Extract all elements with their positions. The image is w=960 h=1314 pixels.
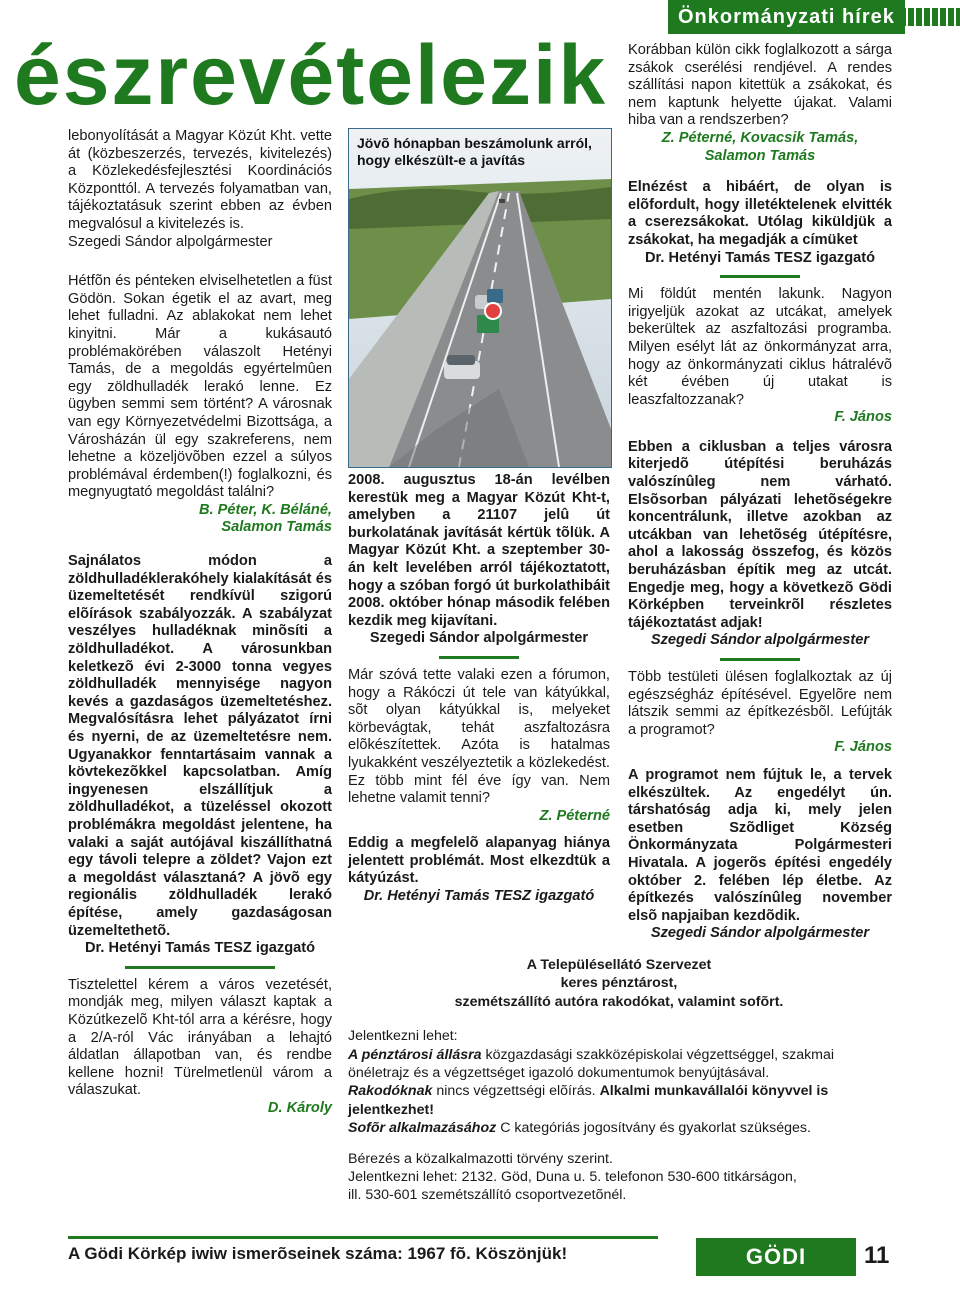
job-ad-cashier-text: közgazdasági szakközépiskolai végzettséggel, szakmai önéletrajz és a végzettséget igazoló dokumentumok benyújtásával. (348, 1046, 835, 1082)
job-ad-driver-text: C kategóriás jogosítvány és gyakorlat szükséges. (496, 1120, 811, 1137)
letter-potholes: Már szóvá tette valaki ezen a fórumon, hogy a Rákóczi út tele van kátyúkkal, sõt olyan kátyúkkal is, melyeket körbevágtak, tehát aszfaltozásra elõkészítettek. Azóta is hatalmas lyukakként veszélyeztetik a közlekedést. Ez több mint fél éve így van. Nem lehetne valamit tenni? (348, 666, 610, 807)
road-photo (348, 128, 612, 468)
answer-green-waste: Sajnálatos módon a zöldhulladéklerakóhely kialakítását és üzemeltetését rendkívül szigorú elõírások szabályozzák. A szabályzat veszélyes hulladéknak minõsíti a zöldhulladékot. A városunkban keletkezõ évi 2-3000 tonna vegyes zöldhulladék mennyisége nagyon kevés a gazdaságos üzemeltetéshez. Megvalósításra lehet pályázatot írni és nyerni, de az üzemeltetésre nem. Ugyanakkor fenntartásaim vannak a kövtekezõkkel kapcsolatban. Amíg ingyenesen elszállítjuk a zöldhulladékot, a tüzeléssel okozott problémákra megoldást jelentene, ha valaki a saját autójával kiszállíthatná egy távoli telepre a zöldet? Vajon ezt a megoldást választaná? A jövõ egy regionális zöldhulladék lerakó építése, amely gazdaságosan üzemeltethetõ. (68, 553, 332, 939)
column-2 (348, 472, 610, 906)
footer-text: A Gödi Körkép iwiw ismerõseinek száma: 1967 fõ. Köszönjük! (68, 1244, 568, 1263)
job-ad-cashier (348, 1046, 890, 1083)
article-intro: lebonyolítását a Magyar Közút Kht. vette át (közbeszerzés, tervezés, kivitelezés) a Közlekedésfejlesztési Koordinációs Központtól. A tervezés folyamatban van, tájékoztatásuk szerint ebben az évben megvalósul a kivitelezés is. (68, 128, 332, 232)
answer-potholes-signature: Dr. Hetényi Tamás TESZ igazgató (363, 888, 595, 905)
job-ad-driver-label: Sofõr alkalmazásához (348, 1120, 497, 1137)
photo-caption: Jövõ hónapban beszámolunk arról, hogy elkészült-e a javítás (357, 135, 592, 168)
column-3 (628, 42, 892, 943)
letter-bags-signature: Z. Péterné, Kovacsik Tamás, (661, 129, 859, 146)
letter-health: Több testületi ülésen foglalkoztak az új egészségház építésével. Egyelõre nem látszik semmi az építkezésbõl. Lefújták a programot? (628, 669, 892, 738)
road-photo-image (349, 129, 611, 467)
letter-smoke-signature-2: Salamon Tamás (221, 519, 332, 536)
divider (720, 275, 800, 278)
answer-green-waste-signature: Dr. Hetényi Tamás TESZ igazgató (84, 940, 316, 957)
job-ad-loader-bold: Alkalmi munkavállalói könyvvel is jelentkezhet! (348, 1083, 829, 1118)
letter-smoke: Hétfõn és pénteken elviselhetetlen a füst Gödön. Sokan égetik el az avart, meg lehet fulladni. Az ablakokat nem lehet kinyitni. Már a kukásautó problémakörében válaszolt Hetényi Tamás, de a megoldás egyértelmûen egy zöldhulladék lerakó lenne. Ez ügyben semmi sem történt? A városnak van egy Környezetvédelmi Bizottsága, a Városházán ül egy szakreferens, nem lehetne a közeljövõben ezzel a súlyos problémával érdemben(!) foglalkozni, és megnyugtató megoldást találni? (68, 273, 332, 501)
answer-street-signature: Szegedi Sándor alpolgármester (650, 632, 870, 649)
answer-health: A programot nem fújtuk le, a tervek elkészültek. Az engedélyt ún. társhatóság adja ki, mely jelen esetben Szõdliget Község Önkormányzata Polgármesteri Hivatala. A jogerõs építési engedély október 2. felében lép életbe. Az építkezés valószínûleg november elsõ napjaiban kezdõdik. (628, 766, 892, 924)
footer-rule (68, 1236, 658, 1239)
letter-health-signature: F. János (834, 739, 892, 756)
section-header (668, 0, 960, 34)
letter-request-signature: D. Károly (267, 1099, 332, 1116)
job-ad-driver (348, 1119, 890, 1137)
job-ad-heading-1: A Településellátó Szervezet (526, 957, 712, 973)
job-ad-cashier-label: A pénztárosi állásra (348, 1046, 482, 1063)
divider (125, 966, 275, 969)
letter-request: Tisztelettel kérem a város vezetését, mondják meg, milyen választ kaptak a Közútkezelõ Kht-tól arra a kérésre, hogy a 2/A-ról Vác irányában a lehajtó áldatlan állapotban van, és rendbe kellene hozni! Türelmetlenül várom a válaszukat. (68, 976, 332, 1099)
job-ad-contact-1: Jelentkezni lehet: 2132. Göd, Duna u. 5. telefonon 530-600 titkárságon, (348, 1169, 797, 1186)
divider (720, 658, 800, 661)
job-ad-apply: Jelentkezni lehet: (348, 1028, 458, 1045)
job-ad (348, 956, 890, 1205)
section-header-label: Önkormányzati hírek (668, 0, 905, 34)
publication-logo: GÖDI KÖRKÉP (696, 1238, 856, 1276)
letter-bags: Korábban külön cikk foglalkozott a sárga zsákok cserélési rendjével. A rendes szállítási napon kitettük a zsákokat, és nem kaptunk helyette újakat. Valami hiba van a rendszerben? (628, 42, 892, 129)
letter-bags-signature-2: Salamon Tamás (704, 147, 816, 164)
letter-smoke-signature: B. Péter, K. Béláné, (198, 501, 332, 518)
letter-street-signature: F. János (834, 409, 892, 426)
answer-bags-signature: Dr. Hetényi Tamás TESZ igazgató (644, 249, 876, 266)
job-ad-loader-text: nincs végzettségi elõírás. (432, 1083, 600, 1100)
page-title: észrevételezik (14, 28, 608, 122)
road-article: 2008. augusztus 18-án levélben kerestük meg a Magyar Közút Kht-t, amelyben a 21107 jelû út burkolatának javítását kértük tõlük. A Magyar Közút Kht. a szeptember 30-án kelt levelében arról tájékoztatott, hogy a szóban forgó út burkolathibáit 2008. október hónap második felében kezdik meg kijavítani. (348, 472, 610, 629)
letter-potholes-signature: Z. Péterné (539, 807, 610, 824)
answer-street: Ebben a ciklusban a teljes városra kiterjedõ útépítési beruházás valószínûleg nem várható. Elsõsorban pályázati lehetõségekre koncentrálunk, illetve azokban az utcákban van lehetõség útépítésre, ahol a lakosság összefog, és közös beruházásban építik meg az utcát. Engedje meg, hogy a következõ Gödi Körképben terveinkrõl részletes tájékoztatást adjak! (628, 438, 892, 631)
job-ad-heading-2: keres pénztárost, (560, 975, 678, 992)
job-ad-loader (348, 1082, 890, 1119)
letter-street: Mi földút mentén lakunk. Nagyon irigyeljük azokat az utcákat, amelyek bekerültek az aszfaltozási programba. Milyen esélyt lát az önkormányzat arra, hogy az önkormányzati ciklus hátralévõ két évében új utakat is leaszfaltozzanak? (628, 286, 892, 408)
answer-health-signature: Szegedi Sándor alpolgármester (650, 925, 870, 942)
article-intro-signature: Szegedi Sándor alpolgármester (68, 233, 273, 250)
page-number: 11 (864, 1242, 890, 1269)
column-1 (68, 128, 332, 1117)
divider (439, 656, 519, 659)
job-ad-salary: Bérezés a közalkalmazotti törvény szerint. (348, 1150, 613, 1167)
road-article-signature: Szegedi Sándor alpolgármester (369, 630, 589, 647)
answer-bags: Elnézést a hibáért, de olyan is elõfordult, hogy illetéktelenek elvitték a cserezsákokat. Utólag kiküldjük a zsákokat, ha megadják a címüket (628, 179, 892, 248)
answer-potholes: Eddig a megfelelõ alapanyag hiánya jelentett problémát. Most elkezdtük a kátyúzást. (348, 835, 610, 887)
job-ad-heading-3: szemétszállító autóra rakodókat, valamint sofõrt. (454, 993, 784, 1010)
job-ad-contact-2: ill. 530-601 szemétszállító csoportvezetõnél. (348, 1187, 627, 1204)
job-ad-loader-label: Rakodóknak (348, 1083, 433, 1100)
